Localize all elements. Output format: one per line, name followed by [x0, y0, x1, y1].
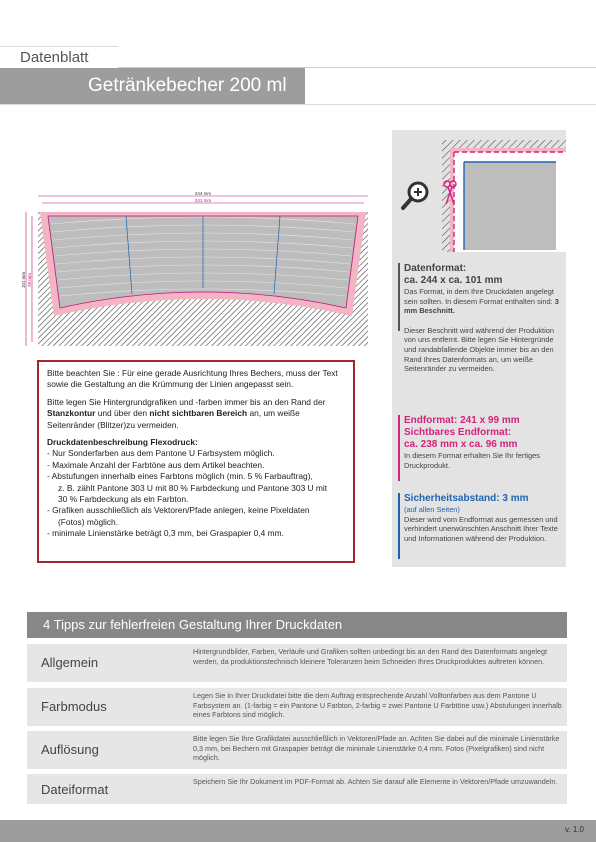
- cup-die-cut-drawing: [22, 190, 380, 350]
- sicherheit-title: Sicherheitsabstand: 3 mm: [404, 493, 529, 504]
- beschnitt-text: Dieser Beschnitt wird während der Produktion von uns entfernt. Bitte legen Sie Hintergründe und randabfallende Objekte immer bis an den Rand Ihres Datenformats an, um weiße Seitenränder zu vermeiden.: [404, 325, 554, 374]
- notice-p1: Bitte beachten Sie : Für eine gerade Ausrichtung Ihres Bechers, muss der Text sowie die Gestaltung an die Krümmung der Linien angepasst sein.: [47, 368, 338, 390]
- magnifier-icon: [403, 183, 427, 208]
- flexo-item: - Maximale Anzahl der Farbtöne aus dem Artikel beachten.: [47, 459, 265, 470]
- tip-row-dateiformat: [27, 774, 567, 804]
- sicherheit-text: Dieser wird vom Endformat aus gemessen und verhindert unerwünschten Anschnitt Ihrer Texte und Informationen während der Produktion.: [404, 514, 558, 543]
- flexo-item: (Fotos) möglich.: [58, 516, 119, 527]
- sicherheit-sub: (auf allen Seiten): [404, 505, 460, 514]
- endformat-bar: [398, 415, 400, 481]
- flexo-item: z. B. zählt Pantone 303 U mit 80 % Farbdeckung und Pantone 303 U mit: [58, 482, 328, 493]
- format-info-panel: [392, 257, 566, 567]
- datenformat-section: [404, 263, 562, 374]
- header-label: Datenblatt: [20, 49, 89, 66]
- dim-height-inner: 99 mm: [27, 273, 32, 287]
- flexo-item: - Abstufungen innerhalb eines Farbtons möglich (min. 5 % Farbauftrag),: [47, 471, 313, 482]
- flexo-item: - Grafiken ausschließlich als Vektoren/Pfade anlegen, keine Pixeldaten: [47, 505, 310, 516]
- datenformat-text: Das Format, in dem Ihre Druckdaten angelegt sein sollten. In diesem Format enthalten sind: 3 mm Beschnitt.: [404, 287, 559, 316]
- flexo-item: 30 % Farbdeckung als ein Farbton.: [58, 494, 189, 505]
- tip-row-aufloesung: [27, 731, 567, 769]
- header-rule-2: [0, 104, 596, 105]
- tip-text: Legen Sie in Ihrer Druckdatei bitte die dem Auftrag entsprechende Anzahl Volltonfarben aus dem Pantone U Farbsystem an. (1-farbig = ein Pantone U Farbton, 2-farbig = zwei Pantone U Farbtöne usw.) Abstufungen innerhalb eines Farbtons sind möglich.: [193, 691, 562, 720]
- version-label: v. 1.0: [565, 825, 584, 834]
- flexo-item: - Nur Sonderfarben aus dem Pantone U Farbsystem möglich.: [47, 448, 275, 459]
- dim-height-outer: 101 mm: [21, 271, 26, 289]
- flexo-list: [47, 448, 345, 539]
- dim-width-inner: 241 mm: [194, 198, 212, 203]
- tip-label: Farbmodus: [41, 699, 107, 714]
- tips-header: [27, 612, 567, 638]
- endformat-title: Endformat: 241 x 99 mm: [404, 415, 520, 426]
- zoom-detail-graphic: [392, 130, 566, 257]
- tip-text: Bitte legen Sie Ihre Grafikdatei ausschließlich in Vektoren/Pfade an. Achten Sie dabei auf die minimale Linienstärke 0,3 mm, bei Bechern mit Graspapier beträgt die minimale Linienstärke 0,4 mm. Fotos (Pixelgrafiken) sind nicht möglich.: [193, 734, 560, 763]
- tip-row-allgemein: [27, 644, 567, 682]
- sichtbar-title: Sichtbares Endformat:: [404, 427, 512, 438]
- datenformat-title: Datenformat:: [404, 263, 467, 274]
- footer-bar: [0, 820, 596, 842]
- tip-text: Hintergrundbilder, Farben, Verläufe und Grafiken sollten unbedingt bis an den Rand des Datenformats angelegt werden, da produktionstechnisch kleinere Toleranzen beim Schneiden Ihres Druckproduktes auftreten können.: [193, 647, 548, 666]
- tip-label: Auflösung: [41, 742, 99, 757]
- title-bar: [0, 68, 305, 104]
- flexo-item: - minimale Linienstärke beträgt 0,3 mm, bei Graspapier 0,4 mm.: [47, 528, 284, 539]
- dim-width-outer: 244 mm: [194, 191, 212, 196]
- tips-title: 4 Tipps zur fehlerfreien Gestaltung Ihrer Druckdaten: [43, 617, 343, 632]
- flexo-title: Druckdatenbeschreibung Flexodruck:: [47, 437, 198, 448]
- page-title: Getränkebecher 200 ml: [88, 75, 287, 96]
- sichtbar-size: ca. 238 mm x ca. 96 mm: [404, 439, 518, 450]
- tip-text: Speichern Sie Ihr Dokument im PDF-Format ab. Achten Sie darauf alle Elemente in Vektoren/Pfade umzuwandeln.: [193, 777, 558, 786]
- datenformat-size: ca. 244 x ca. 101 mm: [404, 275, 503, 286]
- sicherheit-bar: [398, 493, 400, 559]
- notice-box: [37, 360, 355, 563]
- tip-row-farbmodus: [27, 688, 567, 726]
- datenformat-bar: [398, 263, 400, 331]
- endformat-section: [404, 415, 562, 470]
- sicherheit-section: [404, 493, 562, 543]
- notice-p2: Bitte legen Sie Hintergrundgrafiken und -farben immer bis an den Rand der Stanzkontur und über den nicht sichtbaren Bereich an, um weiße Seitenränder (Blitzer)zu vermeiden.: [47, 396, 326, 430]
- zoom-detail-box: [392, 130, 566, 257]
- tip-label: Dateiformat: [41, 782, 109, 797]
- header-label-tab: [0, 46, 118, 69]
- tip-label: Allgemein: [41, 655, 99, 670]
- endformat-text: In diesem Format erhalten Sie Ihr fertiges Druckprodukt.: [404, 451, 540, 470]
